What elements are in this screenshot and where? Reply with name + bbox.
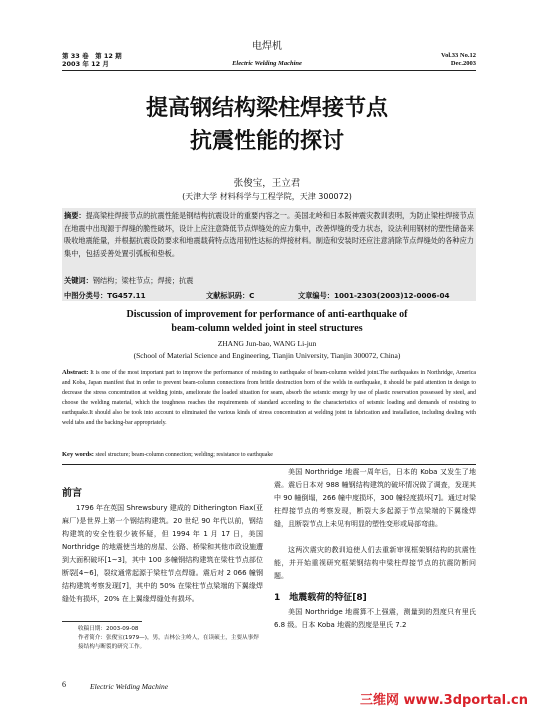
- footnote-bio: 作者简介：张俊宝(1979—)，男，吉林公主岭人，在读硕士，主要从事焊接结构与断裂的研究工作。: [78, 635, 259, 650]
- title-en-line1: Discussion of improvement for performance of anti-earthquake of: [126, 309, 408, 320]
- keywords-en-text: steel structure; beam-column connection; welding; resistance to earthquake: [95, 452, 273, 458]
- footnote-rule: [62, 621, 142, 622]
- abstract-en-label: Abstract:: [62, 369, 89, 376]
- date-en: Dec.2003: [450, 60, 476, 67]
- header-rule: [62, 70, 476, 71]
- right-column-body-1: 美国 Northridge 地震一周年后，日本的 Koba 又发生了地震。震后日本对 988 幢钢结构建筑的破坏情况做了调查，发现其中 90 幢倒塌，266 幢中度损坏，300 幢轻度损坏[7]。通过对梁柱焊接节点的考察发现，断裂大多起源于节点梁端的下翼缘焊缝，且断裂节点上未见有明显的塑性变形或局部弯曲。: [274, 468, 476, 528]
- right-column-body-3: 美国 Northridge 地震算不上强震，测量到的烈度只有里氏 6.8 级。日本 Koba 地震的烈度是里氏 7.2: [274, 608, 476, 629]
- footnote-received: 收稿日期：2003-09-08: [78, 626, 139, 632]
- title-cn-line2: 抗震性能的探讨: [189, 129, 344, 154]
- abstract-en: [62, 368, 476, 428]
- watermark-logo: 三维网 www.3dportal.cn: [359, 693, 528, 708]
- authors-en: ZHANG Jun-bao, WANG Li-jun: [217, 339, 317, 348]
- article-number: 文章编号：1001-2303(2003)12-0006-04: [298, 291, 450, 300]
- keywords-en-label: Key words:: [62, 451, 94, 458]
- document-code: 文献标识码：C: [206, 291, 255, 300]
- affiliation-cn: (天津大学 材料科学与工程学院，天津 300072): [182, 192, 352, 201]
- keywords-cn: [64, 276, 474, 286]
- keywords-cn-text: 钢结构；梁柱节点；焊接；抗震: [92, 276, 194, 285]
- volume-issue-cn: 第 33 卷 第 12 期: [62, 52, 122, 60]
- keywords-en: [62, 451, 476, 458]
- footer-journal-name: Electric Welding Machine: [90, 682, 169, 691]
- abstract-cn-text: 提高梁柱焊接节点的抗震性能是钢结构抗震设计的重要内容之一。美国北岭和日本阪神震灾教训表明，为防止梁柱焊接节点在地震中出现源于焊缝的脆性破坏，设计上应注意降低节点焊缝处的应力集中，改善焊缝的受力状态，设法利用钢材的塑性储备来吸收地震能量，并根据抗震设防要求和地震载荷特点选用韧性达标的焊接材料。制造和安装时还应注意消除节点焊缝处的各种应力集中，包括妥善处置引弧板和垫板。: [64, 211, 474, 258]
- journal-name: 电焊机: [252, 41, 282, 52]
- abstract-cn: [64, 210, 474, 260]
- authors-cn: 张俊宝，王立君: [233, 178, 301, 189]
- journal-name-en: Electric Welding Machine: [232, 60, 302, 67]
- left-column-body: 1796 年在英国 Shrewsbury 建成的 Ditherington Fiax(亚麻厂)是世界上第一个钢结构建筑。20 世纪 90 年代以前，钢结构建筑的安全性很少被怀疑，但 1994 年 1 月 17 日，美国 Northridge 的地震使当地的房屋、公路、桥梁和其他市政设施遭到大面积破坏[1~3]，其中 100 多幢钢结构建筑在梁柱节点部位断裂[4~6]，裂纹通常起源于梁柱节点焊缝。震后对 2 066 幢钢结构建筑考察发现[7]，其中的 50% 在梁柱节点梁端的下翼缘焊缝处有损坏，20% 在上翼缘焊缝处有损坏。: [62, 504, 263, 603]
- abstract-cn-label: 摘要：: [64, 211, 86, 220]
- section-preface-heading: 前言: [62, 488, 82, 499]
- date-cn: 2003 年 12 月: [62, 60, 109, 68]
- keywords-cn-label: 关键词：: [64, 276, 93, 285]
- volume-issue-en: Vol.33 No.12: [441, 52, 476, 59]
- affiliation-en: (School of Material Science and Engineering, Tianjin University, Tianjin 300072, China): [133, 351, 401, 360]
- abstract-en-text: It is one of the most important part to improve the performance of resisting to earthquake of beam-column welded joint.The earthquakes in Northridge, America and Koba, Japan manifest that in order to prevent beam-column connections from brittle destruction born of the welds in earthquake, it should be paid attention in design to decrease the stress concentration at welding joints, ameliorate the loaded situation for seam, absorb the seismic energy by use of plastic reservation possessed by steel, and choose the welding material, which the toughness reaches the requirements of standard according to the characteristics of seismic loading and demands of resisting to earthquake.It should also be took into account to eliminated the various kinds of stress concentration at welding joint in fabrication and installation, including dealing with weld tabs and the backing-bar appropriately.: [62, 370, 476, 426]
- section-1-heading: 1 地震载荷的特征[8]: [274, 593, 367, 603]
- page-number: 6: [62, 680, 66, 689]
- abstract-rule: [62, 464, 476, 465]
- title-en-line2: beam-column welded joint in steel structures: [171, 323, 363, 334]
- right-column-body-2: 这两次震灾的教训迫使人们去重新审视框架钢结构的抗震性能，并开始重视研究框架钢结构中梁柱焊接节点的抗震防断问题。: [274, 546, 476, 580]
- clc-number: 中图分类号：TG457.11: [64, 291, 146, 300]
- title-cn-line1: 提高钢结构梁柱焊接节点: [145, 96, 388, 121]
